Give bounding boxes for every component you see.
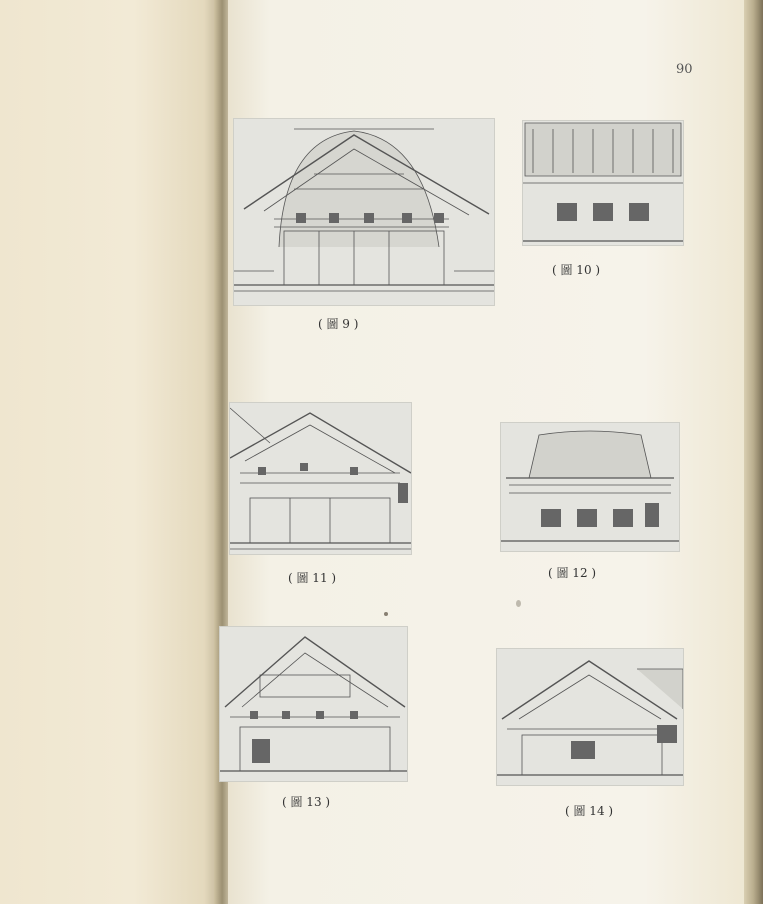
figure-11-caption: ( 圖 11 ) xyxy=(288,571,337,585)
figure-9-drawing xyxy=(233,118,495,306)
figure-12-caption: ( 圖 12 ) xyxy=(548,566,597,580)
figure-13-caption: ( 圖 13 ) xyxy=(282,795,331,809)
figure-10-drawing xyxy=(522,120,684,246)
figure-14-caption: ( 圖 14 ) xyxy=(565,804,614,818)
figure-12-drawing xyxy=(500,422,680,552)
left-page xyxy=(0,0,222,904)
temple-gable-illustration xyxy=(230,403,411,554)
temple-front-illustration xyxy=(501,423,679,551)
figure-9-caption: ( 圖 9 ) xyxy=(318,317,359,331)
temple-side-illustration xyxy=(220,627,407,781)
ink-spot xyxy=(384,612,388,616)
page-number: 90 xyxy=(676,62,693,77)
temple-elevation-illustration xyxy=(523,121,683,245)
figure-14-drawing xyxy=(496,648,684,786)
figure-13-drawing xyxy=(219,626,408,782)
figure-11-drawing xyxy=(229,402,412,555)
ink-spot xyxy=(516,600,521,607)
page-edge xyxy=(744,0,763,904)
temple-hall-illustration xyxy=(497,649,683,785)
temple-section-illustration xyxy=(234,119,494,305)
figure-10-caption: ( 圖 10 ) xyxy=(552,263,601,277)
